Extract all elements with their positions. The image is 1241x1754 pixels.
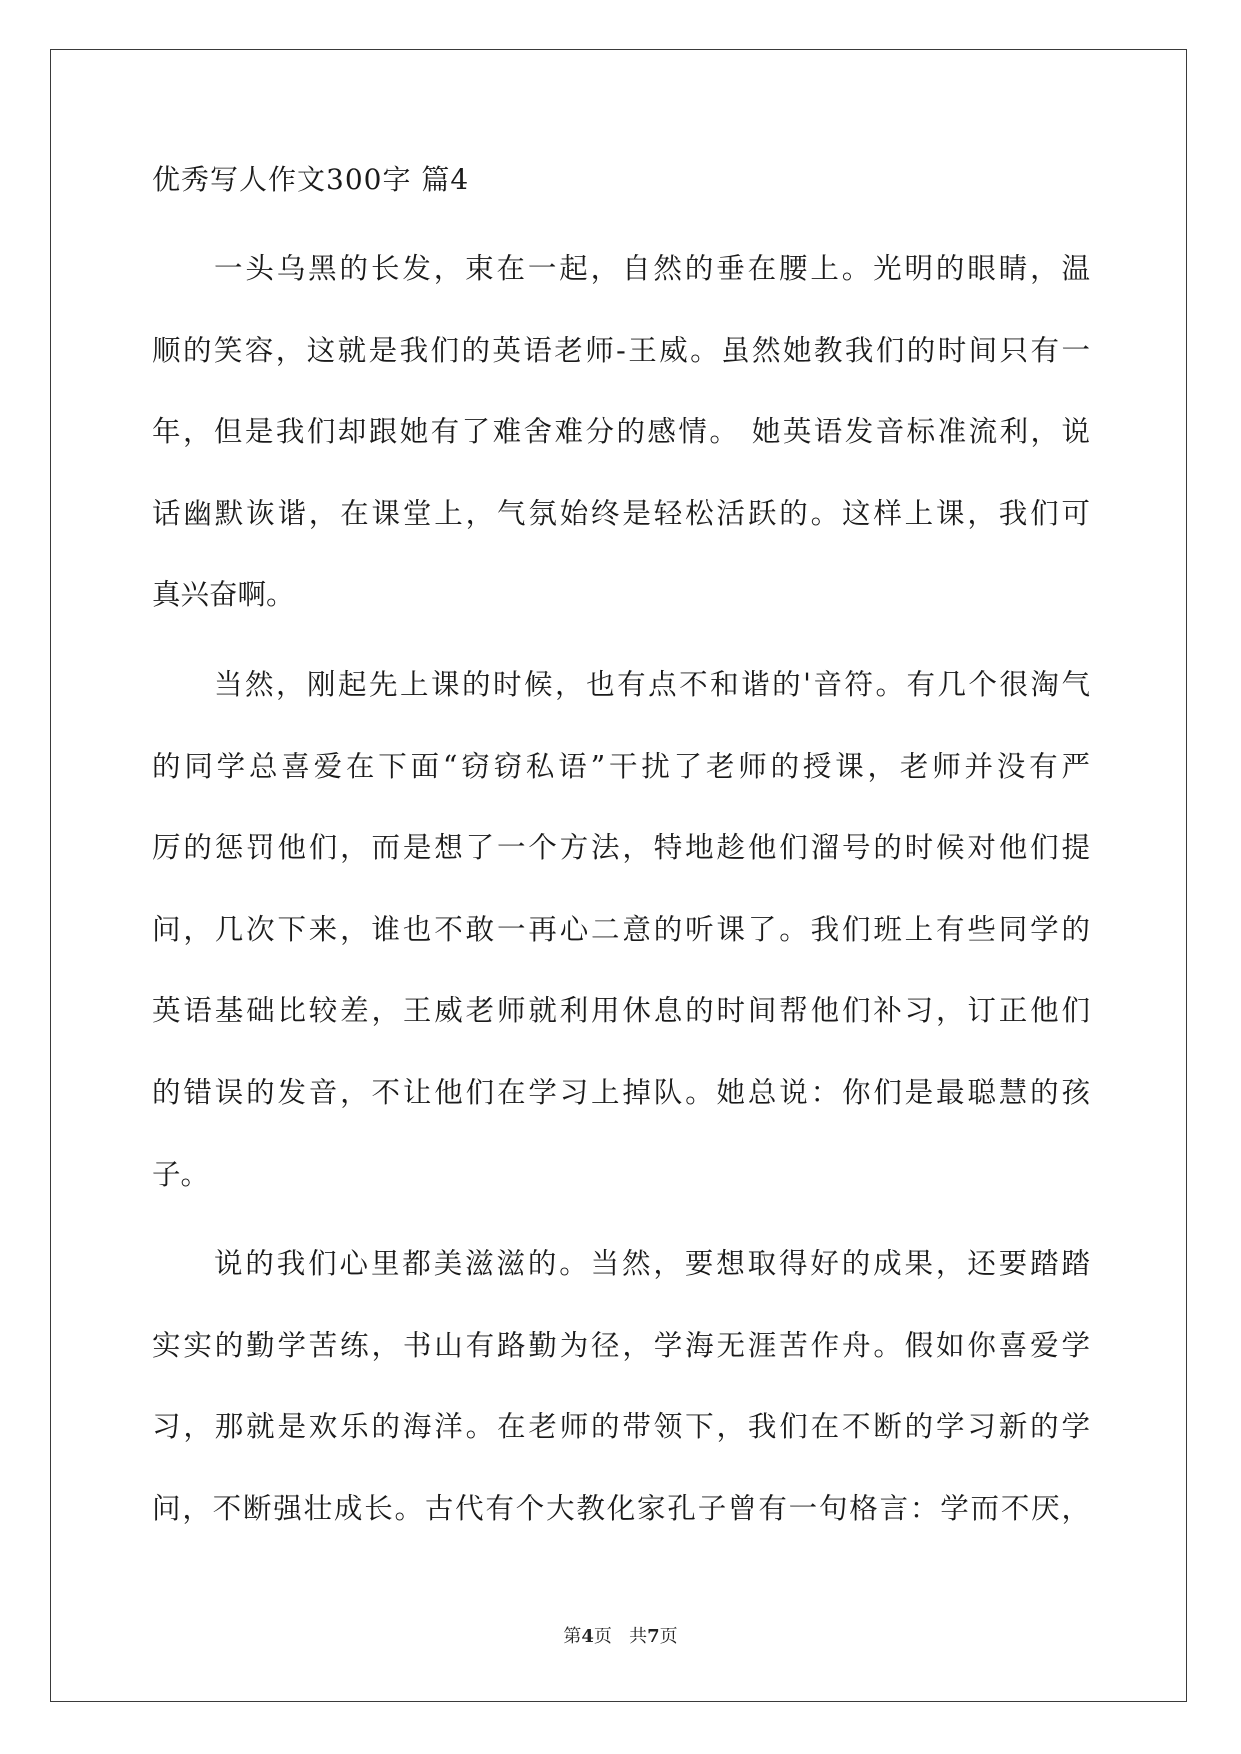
text-line: 当然，刚起先上课的时候，也有点不和谐的'音符。有几个很淘气 [214, 667, 1090, 701]
text-line: 英语基础比较差，王威老师就利用休息的时间帮他们补习，订正他们 [152, 994, 1090, 1028]
paragraph-3 [152, 1223, 1090, 1549]
text-line: 顺的笑容，这就是我们的英语老师-王威。虽然她教我们的时间只有一 [152, 333, 1090, 367]
text-line: 话幽默诙谐，在课堂上，气氛始终是轻松活跃的。这样上课，我们可 [152, 496, 1090, 530]
page-prefix: 第 [563, 1626, 582, 1647]
text-line: 实实的勤学苦练，书山有路勤为径，学海无涯苦作舟。假如你喜爱学 [152, 1328, 1090, 1362]
paragraph-2 [152, 644, 1090, 1215]
page-number-footer [0, 1625, 1241, 1649]
total-suffix: 页 [659, 1626, 678, 1647]
text-line: 问，不断强壮成长。古代有个大教化家孔子曾有一句格言：学而不厌， [152, 1491, 1090, 1525]
text-line: 的错误的发音，不让他们在学习上掉队。她总说：你们是最聪慧的孩 [152, 1075, 1090, 1109]
text-line: 习，那就是欢乐的海洋。在老师的带领下，我们在不断的学习新的学 [152, 1410, 1090, 1444]
text-line: 说的我们心里都美滋滋的。当然，要想取得好的成果，还要踏踏 [214, 1247, 1090, 1281]
text-line: 子。 [152, 1157, 210, 1191]
text-line: 真兴奋啊。 [152, 578, 295, 612]
document-body [152, 163, 1090, 1558]
current-page-number: 4 [581, 1626, 594, 1647]
text-line: 一头乌黑的长发，束在一起，自然的垂在腰上。光明的眼睛，温 [214, 252, 1090, 285]
page-suffix: 页 [593, 1626, 612, 1647]
total-pages-number: 7 [647, 1626, 660, 1647]
text-line: 厉的惩罚他们，而是想了一个方法，特地趁他们溜号的时候对他们提 [152, 831, 1090, 865]
paragraph-1 [152, 228, 1090, 636]
text-line: 年，但是我们却跟她有了难舍难分的感情。 她英语发音标准流利，说 [152, 415, 1090, 449]
text-line: 问，几次下来，谁也不敢一再心二意的听课了。我们班上有些同学的 [152, 912, 1090, 946]
document-title: 优秀写人作文300字 篇4 [152, 163, 470, 196]
total-prefix: 共 [629, 1626, 648, 1647]
text-line: 的同学总喜爱在下面“窃窃私语”干扰了老师的授课，老师并没有严 [152, 749, 1090, 783]
